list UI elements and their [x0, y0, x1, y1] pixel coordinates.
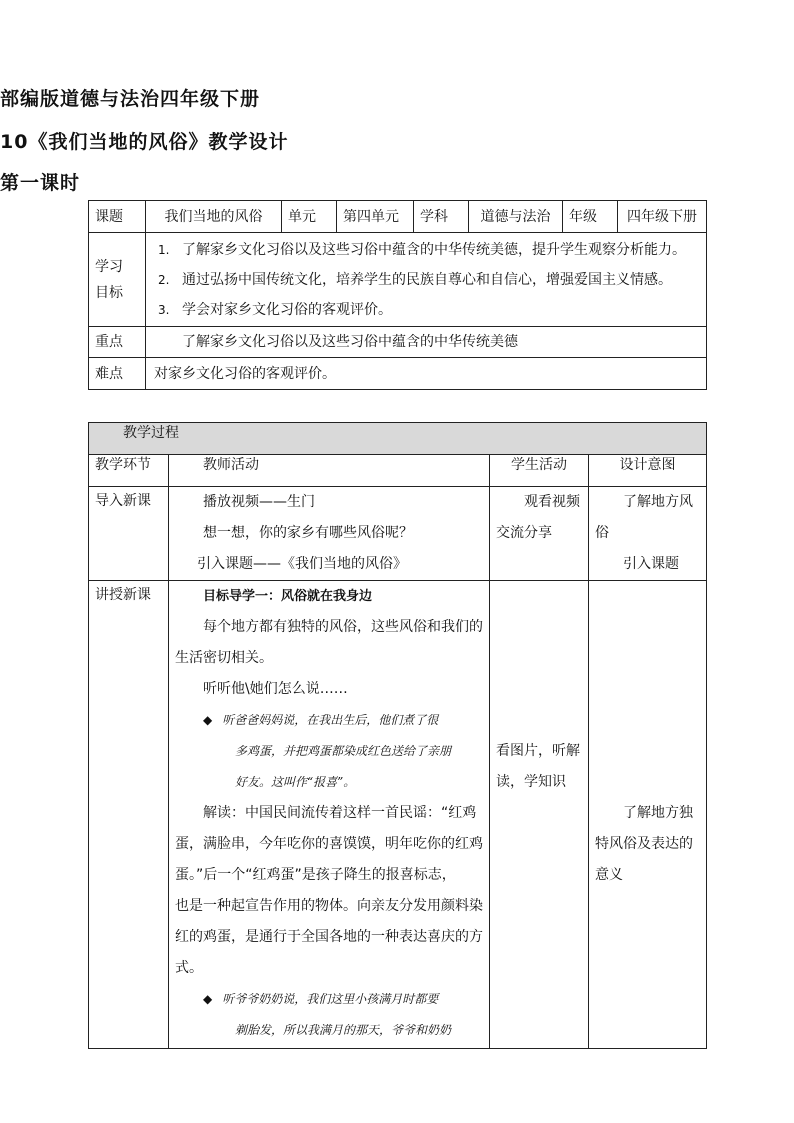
listen-line: 听听他\她们怎么说…… [203, 681, 348, 697]
intro-design-cell [589, 487, 707, 581]
quote-line: 剃胎发，所以我满月的那天，爷爷和奶奶 [235, 1023, 452, 1037]
key-label: 重点 [89, 327, 146, 358]
goals-cell [146, 233, 707, 327]
grade-label: 年级 [563, 201, 618, 233]
key-value: 了解家乡文化习俗以及这些习俗中蕴含的中华传统美德 [146, 327, 707, 358]
goal-item [158, 265, 700, 295]
intro-student-line: 观看视频 [524, 494, 580, 510]
new-stage: 讲授新课 [89, 581, 169, 1049]
subject-label: 学科 [414, 201, 469, 233]
difficulty-label: 难点 [89, 358, 146, 390]
goal-item [158, 235, 700, 265]
unit-value: 第四单元 [337, 201, 414, 233]
explain-line: 蛋，满脸串，今年吃你的喜馍馍，明年吃你的红鸡 [175, 836, 483, 852]
explain-line: 也是一种起宣告作用的物体。向亲友分发用颜料染 [175, 898, 483, 914]
explain-line: 红的鸡蛋，是通行于全国各地的一种表达喜庆的方 [175, 929, 483, 945]
new-design-cell [589, 581, 707, 1049]
goals-label-line2: 目标 [95, 284, 123, 301]
lesson-period: 第一课时 [0, 172, 81, 194]
col-design-header: 设计意图 [589, 455, 707, 487]
topic-label: 课题 [89, 201, 146, 233]
bullet-diamond-icon: ◆ [203, 992, 213, 1006]
quote-block [175, 984, 483, 1046]
intro-design-line: 引入课题 [623, 556, 679, 572]
goal-text: 学会对家乡文化习俗的客观评价。 [182, 301, 392, 318]
quote-line: 好友。这叫作“报喜”。 [235, 775, 356, 789]
goal-item [158, 295, 700, 325]
difficulty-value: 对家乡文化习俗的客观评价。 [146, 358, 707, 390]
goal-number: 1. [158, 242, 170, 257]
explain-line: 蛋。”后一个“红鸡蛋”是孩子降生的报喜标志， [175, 867, 456, 883]
quote-line: 听爸爸妈妈说，在我出生后，他们煮了很 [222, 713, 439, 727]
unit-label: 单元 [282, 201, 337, 233]
intro-design-line: 了解地方风 [623, 494, 693, 510]
new-teacher-cell [169, 581, 490, 1049]
intro-teacher-line: 想一想，你的家乡有哪些风俗呢？ [203, 525, 413, 541]
intro-teacher-line: 播放视频——生门 [203, 494, 315, 510]
intro-teacher-cell [169, 487, 490, 581]
goals-list [152, 235, 700, 325]
goals-label-line1: 学习 [95, 258, 123, 275]
new-design-line: 了解地方独 [623, 805, 693, 821]
quote-line: 多鸡蛋，并把鸡蛋都染成红色送给了亲朋 [235, 744, 452, 758]
col-student-header: 学生活动 [490, 455, 589, 487]
new-student-line: 读，学知识 [496, 774, 566, 790]
goals-label [89, 233, 146, 327]
explain-line: 式。 [175, 960, 203, 976]
new-student-cell [490, 581, 589, 1049]
document-title: 部编版道德与法治四年级下册 [0, 88, 261, 110]
lesson-title: 10《我们当地的风俗》教学设计 [0, 131, 289, 153]
goal-number: 3. [158, 302, 170, 317]
goal-heading: 目标导学一：风俗就在我身边 [203, 589, 373, 604]
goal-text: 了解家乡文化习俗以及这些习俗中蕴含的中华传统美德，提升学生观察分析能力。 [182, 241, 686, 258]
goal-text: 通过弘扬中国传统文化，培养学生的民族自尊心和自信心，增强爱国主义情感。 [182, 271, 672, 288]
new-student-line: 看图片，听解 [496, 743, 580, 759]
intro-stage: 导入新课 [89, 487, 169, 581]
goal-number: 2. [158, 272, 170, 287]
bullet-diamond-icon: ◆ [203, 713, 213, 727]
intro-teacher-line: 引入课题——《我们当地的风俗》 [197, 556, 407, 572]
new-design-line: 特风俗及表达的 [595, 836, 693, 852]
new-design-line: 意义 [595, 867, 623, 883]
paragraph-line: 每个地方都有独特的风俗，这些风俗和我们的 [203, 619, 483, 635]
grade-value: 四年级下册 [618, 201, 707, 233]
info-table [88, 200, 707, 390]
intro-student-line: 交流分享 [496, 525, 552, 541]
process-header: 教学过程 [89, 423, 707, 455]
subject-value: 道德与法治 [469, 201, 563, 233]
intro-design-line: 俗 [595, 525, 609, 541]
col-teacher-header: 教师活动 [169, 455, 490, 487]
col-stage-header: 教学环节 [89, 455, 169, 487]
quote-line: 听爷爷奶奶说，我们这里小孩满月时都要 [222, 992, 439, 1006]
intro-student-cell [490, 487, 589, 581]
topic-value: 我们当地的风俗 [146, 201, 282, 233]
quote-block [175, 705, 483, 798]
process-table [88, 422, 707, 1049]
paragraph-line: 生活密切相关。 [175, 650, 273, 666]
explain-line: 解读：中国民间流传着这样一首民谣：“红鸡 [203, 805, 477, 821]
